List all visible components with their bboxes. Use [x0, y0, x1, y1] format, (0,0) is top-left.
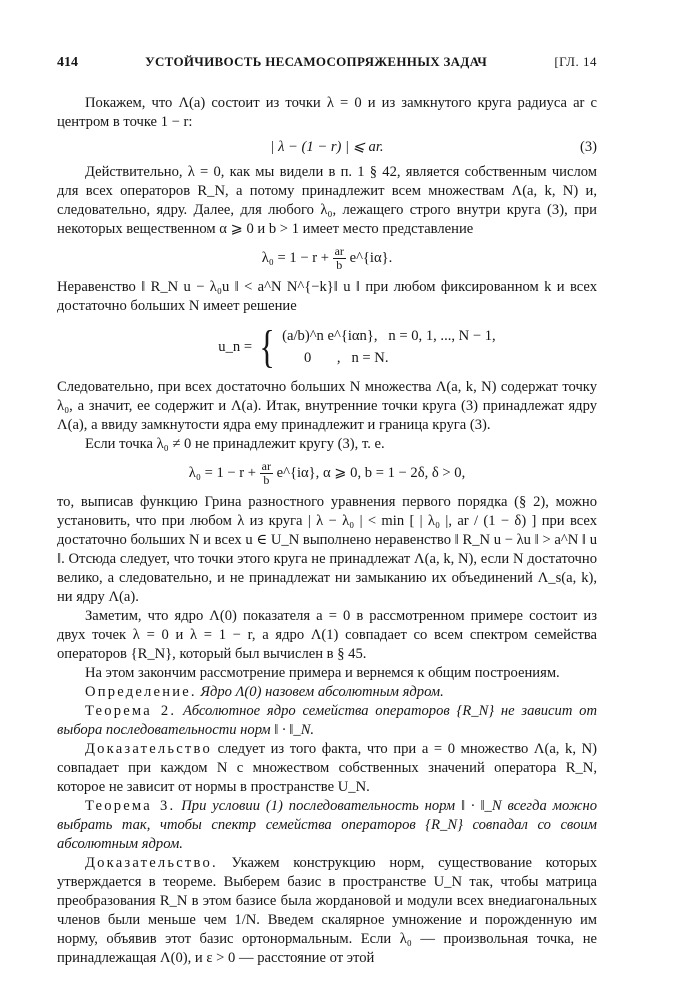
case-line: (a/b)^n e^{iαn}, n = 0, 1, ..., N − 1, — [282, 328, 496, 344]
definition-text: Ядро Λ(0) назовем абсолютным ядром. — [196, 684, 444, 700]
proof — [57, 740, 597, 797]
fraction-denominator: b — [263, 473, 270, 487]
paragraph: то, выписав функцию Грина разностного уравнения первого порядка (§ 2), можно установить, что при любом λ из круга | λ − λ₀ | < min [ | λ₀ |, ar / (1 − δ) ] при всех достаточно больших N и всех u ∈ U_N выполнено неравенство ‖ R_N u − λu ‖ > a^N ‖ u ‖. Отсюда следует, что точки этого круга не принадлежат Λ(a, k, N), если N достаточно велико, а следовательно, и не принадлежат ни замыканию их объединений Λ_s(a, k), ни ядру Λ(a). — [57, 494, 597, 605]
cases-lhs: u_n = — [218, 338, 253, 355]
theorem-text: Абсолютное ядро семейства операторов {R_N} не зависит от выбора последовательности норм ‖ · ‖_N. — [57, 703, 597, 738]
paragraph: Заметим, что ядро Λ(0) показателя a = 0 в рассмотренном примере состоит из двух точек λ = 0 и λ = 1 − r, а ядро Λ(1) совпадает со всем спектром семейства операторов {R_N}, который был вычислен в § 45. — [57, 608, 597, 662]
paragraph: Действительно, λ = 0, как мы видели в п. 1 § 42, является собственным числом для всех операторов R_N, а потому принадлежит всем множествам Λ(a, k, N) и, следовательно, ядру. Далее, для любого λ₀, лежащего строго внутри круга (3), при некоторых вещественном α ⩾ 0 и b > 1 имеет место представление — [57, 164, 597, 237]
definition-label: Определение. — [85, 684, 197, 700]
running-header — [57, 52, 597, 72]
theorem-text: При условии (1) последовательность норм ‖ · ‖_N всегда можно выбрать так, чтобы спектр семейства операторов {R_N} совпадал со своим абсолютным ядром. — [57, 798, 597, 852]
equation-lambda0 — [57, 245, 597, 272]
paragraph: Неравенство ‖ R_N u − λ₀u ‖ < a^N N^{−k}‖ u ‖ при любом фиксированном k и всех достаточно больших N имеет решение — [57, 279, 597, 314]
equation-3 — [57, 138, 597, 157]
equation-text: | λ − (1 − r) | ⩽ ar. — [270, 139, 384, 155]
page-number: 414 — [57, 55, 78, 70]
running-title: УСТОЙЧИВОСТЬ НЕСАМОСОПРЯЖЕННЫХ ЗАДАЧ — [145, 54, 488, 69]
fraction — [260, 460, 273, 487]
proof — [57, 854, 597, 968]
piecewise-equation — [117, 321, 597, 372]
proof-label: Доказательство. — [85, 855, 218, 871]
paragraph: Покажем, что Λ(a) состоит из точки λ = 0 и из замкнутого круга радиуса ar с центром в точке 1 − r: — [57, 95, 597, 130]
chapter-label: [ГЛ. 14 — [554, 54, 597, 69]
theorem-label: Теорема 3. — [85, 798, 176, 814]
fraction-numerator: ar — [334, 244, 344, 258]
fraction — [333, 245, 346, 272]
cases-lines — [282, 325, 496, 369]
proof-text: следует из того факта, что при a = 0 множество Λ(a, k, N) совпадает при каждом N с множеством собственных значений оператора R_N, которое не зависит от нормы в пространстве U_N. — [57, 741, 597, 795]
equation-rhs: e^{iα}, α ⩾ 0, b = 1 − 2δ, δ > 0, — [273, 464, 466, 481]
fraction-denominator: b — [336, 258, 343, 272]
case-line: 0 , n = N. — [282, 350, 389, 366]
proof-label: Доказательство — [85, 741, 212, 757]
fraction-numerator: ar — [261, 459, 271, 473]
theorem-2 — [57, 702, 597, 740]
theorem-label: Теорема 2. — [85, 703, 177, 719]
definition — [57, 683, 597, 702]
paragraph: Если точка λ₀ ≠ 0 не принадлежит кругу (3), т. е. — [85, 436, 385, 452]
equation-rhs: e^{iα}. — [345, 249, 393, 266]
equation-lhs: λ₀ = 1 − r + — [261, 249, 333, 266]
brace-symbol: { — [259, 321, 275, 372]
paragraph: На этом закончим рассмотрение примера и вернемся к общим построениям. — [85, 665, 560, 681]
equation-lambda0-outside — [57, 460, 597, 487]
equation-lhs: λ₀ = 1 − r + — [188, 464, 260, 481]
paragraph: Следовательно, при всех достаточно больших N множества Λ(a, k, N) содержат точку λ₀, а значит, ее содержит и Λ(a). Итак, внутренние точки круга (3) принадлежат ядру Λ(a), а ввиду замкнутости ядра ему принадлежит и граница круга (3). — [57, 379, 597, 433]
theorem-3 — [57, 797, 597, 854]
equation-number: (3) — [579, 139, 597, 155]
proof-text: Укажем конструкцию норм, существование которых утверждается в теореме. Выберем базис в пространстве U_N так, чтобы матрица преобразования R_N в этом базисе была жордановой и модули всех внедиагональных членов были меньше чем 1/N. Введем скалярное умножение и порожденную им норму, объявив этот базис ортонормальным. Если λ₀ — произвольная точка, не принадлежащая Λ(0), и ε > 0 — расстояние от этой — [57, 855, 597, 966]
